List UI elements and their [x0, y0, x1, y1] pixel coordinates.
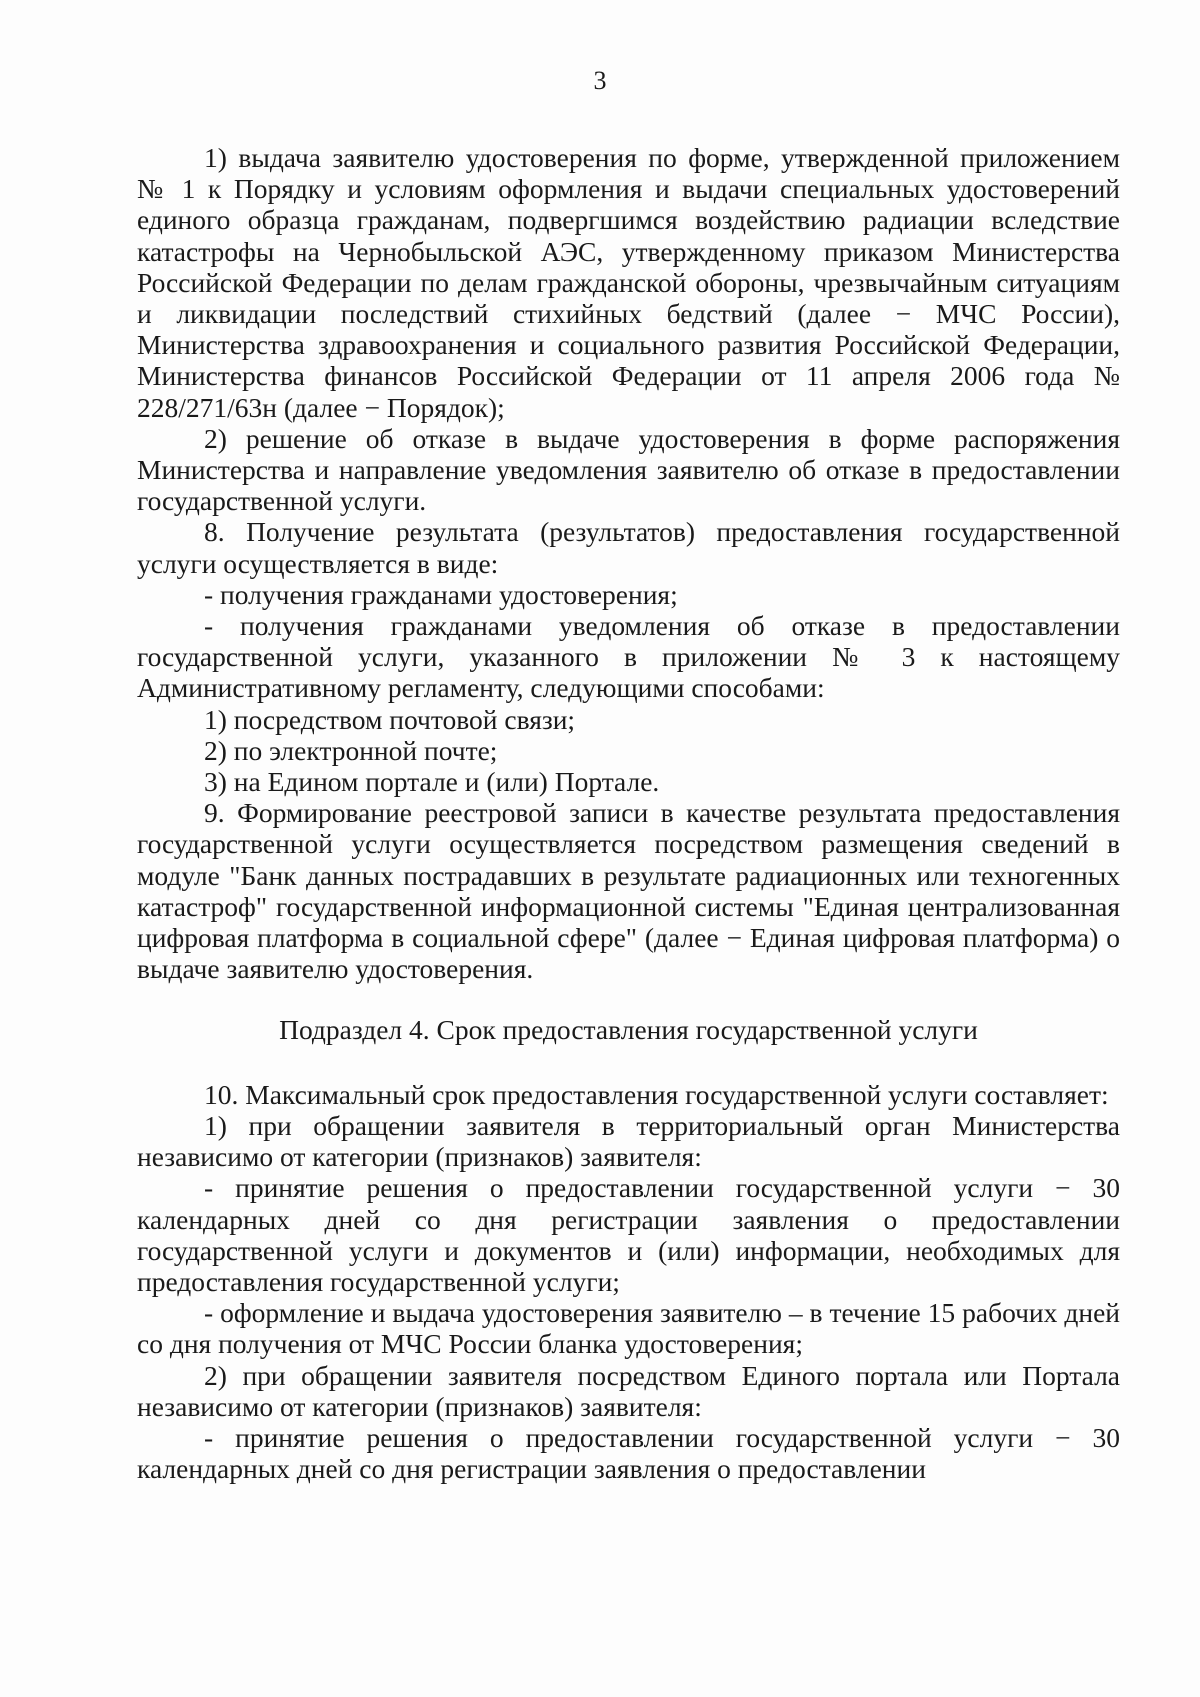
document-body — [137, 142, 1120, 1484]
paragraph-method-email: 2) по электронной почте; — [204, 734, 498, 766]
paragraph-refusal-decision: 2) решение об отказе в выдаче удостоверения в форме распоряжения Министерства и направление уведомления заявителю об отказе в предоставлении государственной услуги. — [137, 422, 1120, 517]
paragraph-method-post: 1) посредством почтовой связи; — [204, 703, 576, 735]
paragraph-territorial-body: 1) при обращении заявителя в территориальный орган Министерства независимо от категории (признаков) заявителя: — [137, 1109, 1120, 1173]
paragraph-portal-appeal: 2) при обращении заявителя посредством Единого портала или Портала независимо от категории (признаков) заявителя: — [137, 1359, 1120, 1422]
paragraph-decision-term-2: - принятие решения о предоставлении государственной услуги − 30 календарных дней со дня регистрации заявления о предоставлении — [137, 1421, 1120, 1485]
paragraph-receive-certificate: - получения гражданами удостоверения; — [204, 578, 678, 610]
paragraph-method-portal: 3) на Едином портале и (или) Портале. — [204, 766, 660, 798]
paragraph-receive-refusal: - получения гражданами уведомления об отказе в предоставлении государственной услуги, указанного в приложении № 3 к настоящему Административному регламенту, следующими способами: — [137, 610, 1120, 704]
paragraph-decision-term-1: - принятие решения о предоставлении государственной услуги − 30 календарных дней со дня регистрации заявления о предоставлении государственной услуги и документов и (или) информации, необходимых для предоставления государственной услуги; — [137, 1172, 1120, 1297]
page-number: 3 — [593, 66, 607, 95]
paragraph-item-9: 9. Формирование реестровой записи в качестве результата предоставления государственной услуги осуществляется посредством размещения сведений в модуле "Банк данных пострадавших в результате радиационных или техногенных катастроф" государственной информационной системы "Единая централизованная цифровая платформа в социальной сфере" (далее − Единая цифровая платформа) о выдаче заявителю удостоверения. — [137, 797, 1120, 985]
subsection-heading: Подраздел 4. Срок предоставления государственной услуги — [279, 1014, 978, 1046]
paragraph-result-certificate: 1) выдача заявителю удостоверения по форме, утвержденной приложением № 1 к Порядку и условиям оформления и выдачи специальных удостоверений единого образца гражданам, подвергшимся воздействию радиации вследствие катастрофы на Чернобыльской АЭС, утвержденному приказом Министерства Российской Федерации по делам гражданской обороны, чрезвычайным ситуациям и ликвидации последствий стихийных бедствий (далее − МЧС России), Министерства здравоохранения и социального развития Российской Федерации, Министерства финансов Российской Федерации от 11 апреля 2006 года № 228/271/63н (далее − Порядок); — [137, 142, 1120, 423]
paragraph-item-8: 8. Получение результата (результатов) предоставления государственной услуги осуществляется в виде: — [137, 516, 1120, 579]
paragraph-item-10: 10. Максимальный срок предоставления государственной услуги составляет: — [204, 1078, 1109, 1110]
paragraph-issue-term: - оформление и выдача удостоверения заявителю – в течение 15 рабочих дней со дня получения от МЧС России бланка удостоверения; — [137, 1297, 1120, 1360]
